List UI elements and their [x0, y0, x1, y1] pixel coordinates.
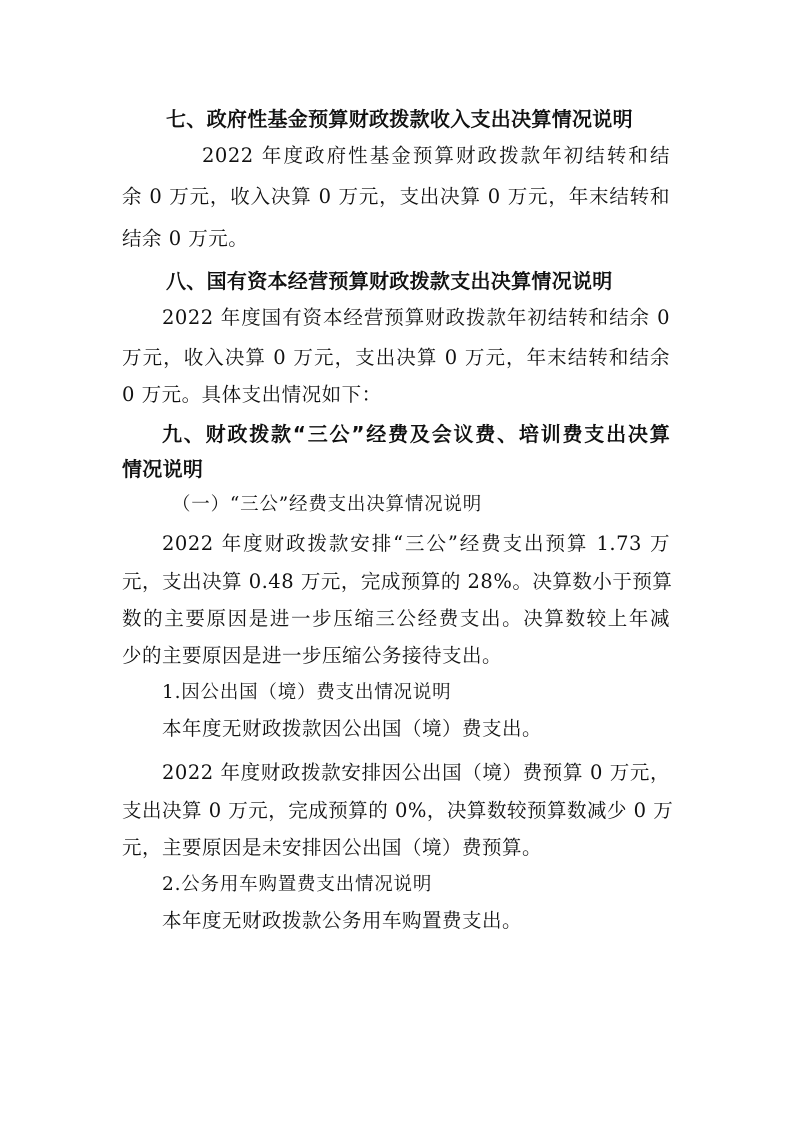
section-9-heading-line-2: 情况说明 — [122, 457, 204, 481]
item-1-statement: 本年度无财政拨款因公出国（境）费支出。 — [162, 717, 543, 740]
subsection-1-line-3: 数的主要原因是进一步压缩三公经费支出。决算数较上年减 — [122, 607, 670, 630]
item-1-line-3: 元，主要原因是未安排因公出国（境）费预算。 — [122, 836, 543, 859]
item-1-heading: 1.因公出国（境）费支出情况说明 — [162, 682, 452, 703]
item-1-line-2: 支出决算 0 万元，完成预算的 0%，决算数较预算数减少 0 万 — [122, 799, 674, 822]
section-7-heading: 七、政府性基金预算财政拨款收入支出决算情况说明 — [166, 107, 633, 131]
section-8-heading: 八、国有资本经营预算财政拨款支出决算情况说明 — [166, 269, 613, 293]
subsection-1-line-1: 2022 年度财政拨款安排“三公”经费支出预算 1.73 万 — [162, 532, 670, 555]
section-9-heading-line-1: 九、财政拨款“三公”经费及会议费、培训费支出决算 — [162, 422, 670, 446]
item-1-line-1: 2022 年度财政拨款安排因公出国（境）费预算 0 万元， — [162, 761, 670, 784]
item-2-heading: 2.公务用车购置费支出情况说明 — [162, 874, 433, 895]
section-7-line-3: 结余 0 万元。 — [122, 227, 249, 250]
section-8-line-1: 2022 年度国有资本经营预算财政拨款年初结转和结余 0 — [162, 306, 670, 329]
subsection-1-heading: （一）“三公”经费支出决算情况说明 — [172, 494, 483, 515]
section-8-line-2: 万元，收入决算 0 万元，支出决算 0 万元，年末结转和结余 — [122, 346, 670, 369]
item-2-statement: 本年度无财政拨款公务用车购置费支出。 — [162, 909, 523, 932]
subsection-1-line-2: 元，支出决算 0.48 万元，完成预算的 28%。决算数小于预算 — [122, 570, 673, 593]
section-8-line-3: 0 万元。具体支出情况如下： — [122, 383, 382, 406]
section-7-line-1: 2022 年度政府性基金预算财政拨款年初结转和结 — [202, 144, 670, 167]
subsection-1-line-4: 少的主要原因是进一步压缩公务接待支出。 — [122, 644, 503, 667]
section-7-line-2: 余 0 万元，收入决算 0 万元，支出决算 0 万元，年末结转和 — [122, 185, 670, 208]
